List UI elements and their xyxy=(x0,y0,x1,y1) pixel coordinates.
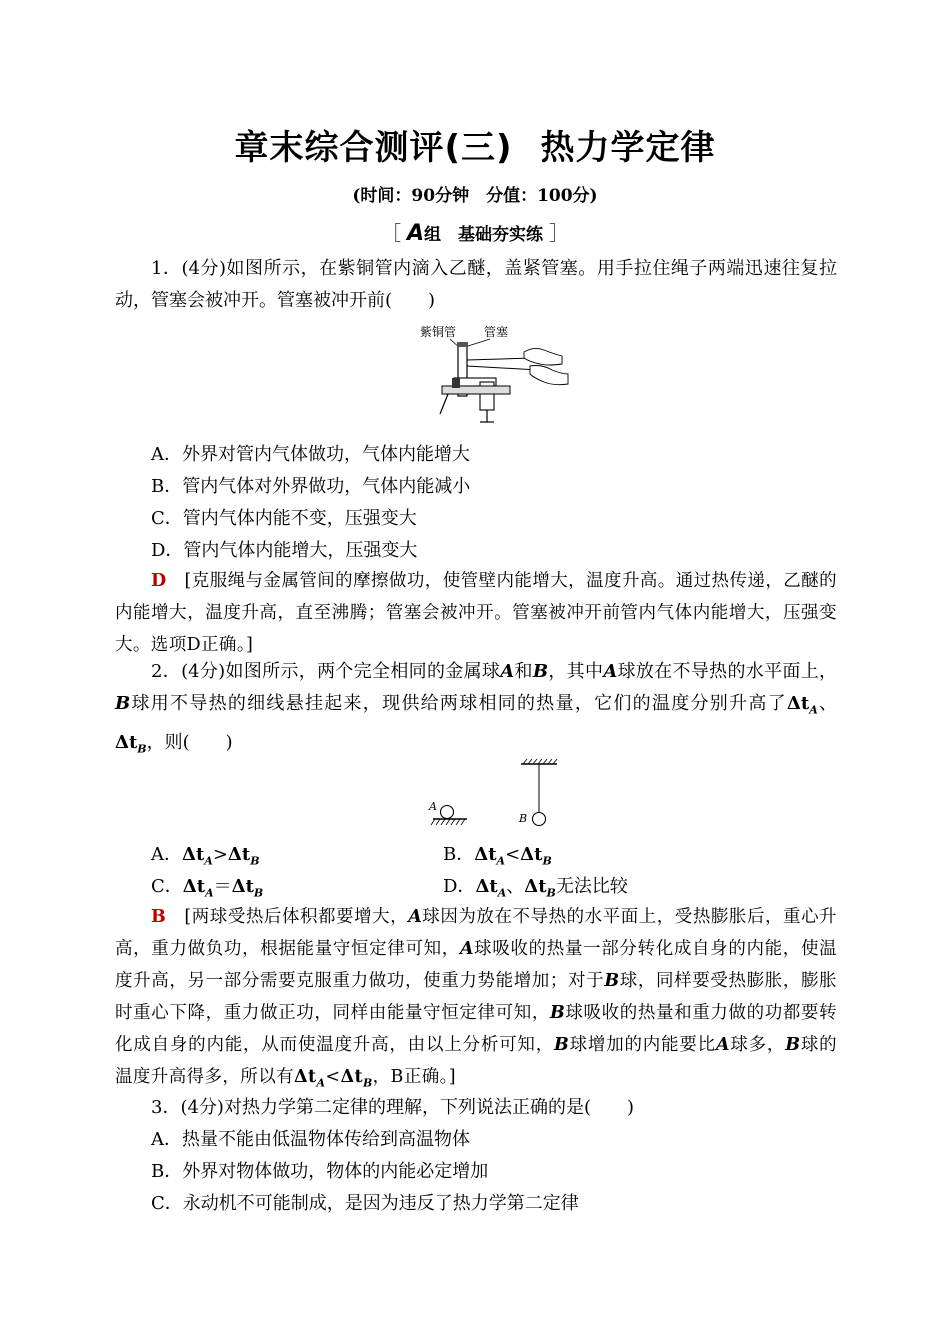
q2-explanation: B [两球受热后体积都要增大，A球因为放在不导热的水平面上，受热膨胀后，重心升高，重力做负功，根据能量守恒定律可知，A球吸收的热量一部分转化成自身的内能，使温度升高，另一部分需要克服重力做功，使重力势能增加；对于B球，同样要受热膨胀，膨胀时重心下降，重力做正功，同样由能量守恒定律可知，B球吸收的热量和重力做的功都要转化成自身的内能，从而使温度升高，由以上分析可知，B球增加的内能要比A球多，B球的温度升高得多，所以有$\Delta t_A<\Delta t_B$，B正确。] xyxy=(115,907,838,1090)
q1-option-c: C．管内气体内能不变，压强变大 xyxy=(151,508,417,529)
q1-option-b: B．管内气体对外界做功，气体内能减小 xyxy=(151,476,471,497)
q3-option-b: B．外界对物体做功，物体的内能必定增加 xyxy=(151,1161,489,1182)
q1-stem: 1．(4分)如图所示，在紫铜管内滴入乙醚，盖紧管塞。用手拉住绳子两端迅速往复拉动，管塞会被冲开。管塞被冲开前( ) xyxy=(115,258,837,311)
q3-option-c: C．永动机不可能制成，是因为违反了热力学第二定律 xyxy=(151,1193,579,1214)
q2-figure xyxy=(425,758,565,830)
q1-option-a: A．外界对管内气体做功，气体内能增大 xyxy=(151,444,470,465)
page-title: 章末综合测评(三) 热力学定律 xyxy=(234,128,716,168)
q2-stem: 2．(4分)如图所示，两个完全相同的金属球A和B，其中A球放在不导热的水平面上，B球用不导热的细线悬挂起来，现供给两球相同的热量，它们的温度分别升高了$\Delta t_A$、$\Delta t_B$，则( ) xyxy=(115,661,838,756)
q3-option-a: A．热量不能由低温物体传给到高温物体 xyxy=(151,1129,470,1150)
q1-answer: D xyxy=(151,571,167,591)
q3-stem: 3．(4分)对热力学第二定律的理解，下列说法正确的是( ) xyxy=(151,1097,634,1118)
q2-option-d: D．$\Delta t_A$、$\Delta t_B$无法比较 xyxy=(443,876,628,900)
q2-option-a: A．$\Delta t_A>\Delta t_B$ xyxy=(151,844,260,868)
q2-option-b: B．$\Delta t_A<\Delta t_B$ xyxy=(443,844,552,868)
label-ball-b: B xyxy=(519,812,528,825)
label-copper-tube: 紫铜管 xyxy=(420,325,457,339)
q1-option-d: D．管内气体内能增大，压强变大 xyxy=(151,540,418,561)
q2-option-c: C．$\Delta t_A=\Delta t_B$ xyxy=(151,876,264,900)
label-ball-a: A xyxy=(429,800,437,813)
q1-explanation: D [克服绳与金属管间的摩擦做功，使管壁内能增大，温度升高。通过热传递，乙醚的内能增大，温度升高，直至沸腾；管塞会被冲开。管塞被冲开前管内气体内能增大，压强变大。选项D正确。] xyxy=(115,571,837,655)
exam-meta: (时间：90分钟 分值：100分) xyxy=(352,186,598,206)
label-stopper: 管塞 xyxy=(484,325,509,339)
group-heading: ［ A组 基础夯实练 ］ xyxy=(381,221,569,246)
q2-answer: B xyxy=(151,907,167,927)
q1-figure xyxy=(420,322,590,430)
